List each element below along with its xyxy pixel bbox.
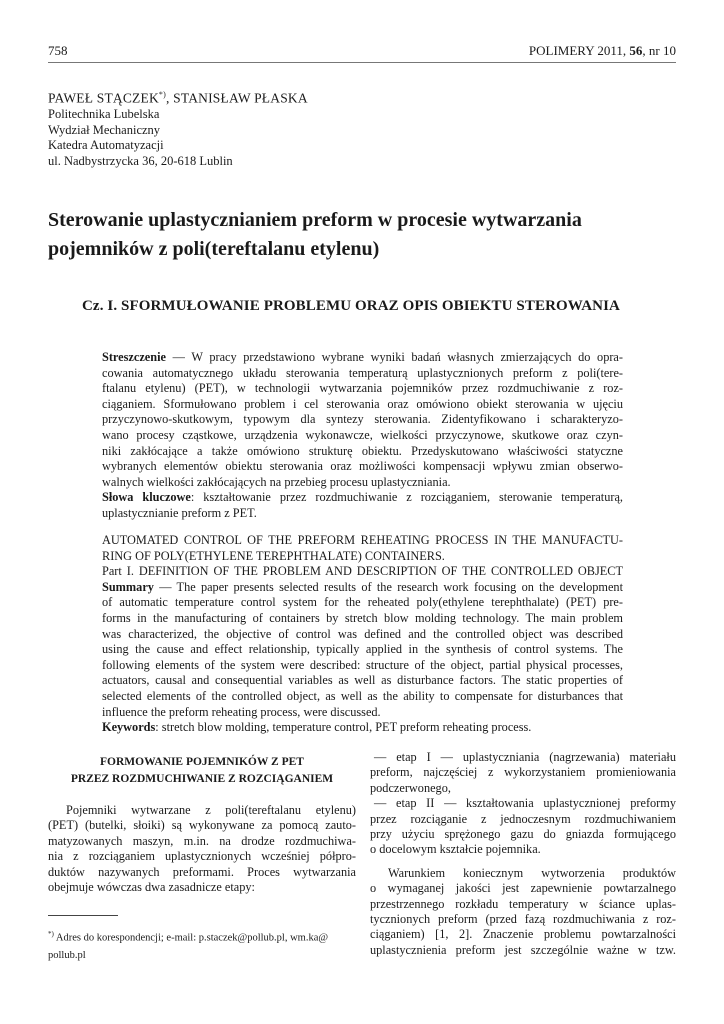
stage-1-line: preform, najczęściej z wykorzystaniem promieniowania	[370, 765, 676, 780]
english-title-line: RING OF POLY(ETHYLENE TEREPHTHALATE) CONTAINERS.	[102, 548, 445, 563]
summary-line: was characterized, the objective of control was defined and the controlled object was described	[102, 626, 623, 641]
summary-line: following elements of the system were described: structure of the object, partial physical processes,	[102, 657, 623, 672]
footnote-line	[48, 926, 356, 947]
affiliation	[48, 107, 233, 169]
summary-line: selected elements of the controlled object, as well as the ability to compensate for disturbances that	[102, 688, 623, 703]
english-title-line: AUTOMATED CONTROL OF THE PREFORM REHEATING PROCESS IN THE MANUFACTU-	[102, 533, 623, 547]
keywords-label: Słowa kluczowe	[102, 490, 191, 505]
affiliation-line: Politechnika Lubelska	[48, 107, 160, 121]
authors	[48, 90, 308, 107]
body-left-column	[48, 803, 356, 895]
stage-2-line: przy użyciu sprężonego gazu do gniazda formującego	[370, 827, 676, 842]
body-right-column	[370, 750, 676, 958]
section-heading-line: FORMOWANIE POJEMNIKÓW Z PET	[100, 756, 304, 768]
stage-2-line: — etap II — kształtowania uplastycznionej preformy	[374, 796, 676, 811]
summary-text: — The paper presents selected results of the research work focusing on the development	[153, 579, 623, 594]
footnote-mark: *)	[48, 930, 54, 938]
body-line: Warunkiem koniecznym wytworzenia produktów	[388, 865, 676, 880]
keywords-text: : kształtowanie przez rozdmuchiwanie z rozciąganiem, sterowanie temperaturą,	[190, 490, 623, 505]
author-footnote-mark: *)	[158, 90, 166, 99]
abstract-line: cowania automatycznego układu sterowania temperaturą uplastycznionych preform z poli(tere-	[102, 365, 623, 380]
paragraph-gap	[370, 858, 676, 866]
stage-1-line: podczerwonego,	[370, 780, 451, 795]
abstract-en	[102, 533, 623, 736]
author-1: PAWEŁ STĄCZEK	[48, 90, 159, 106]
journal-name: POLIMERY 2011,	[528, 43, 630, 58]
paper-subtitle: Cz. I. SFORMUŁOWANIE PROBLEMU ORAZ OPIS OBIEKTU STEROWANIA	[82, 298, 620, 314]
abstract-line: wybranych elementów obiektu sterowania oraz możliwości kompensacji wpływu zmian obserwo-	[102, 459, 623, 474]
abstract-label: Streszczenie	[102, 350, 166, 364]
journal-reference	[529, 43, 676, 59]
body-line: przestrzennego rozkładu temperatury w ściance uplas-	[370, 896, 676, 911]
author-2: , STANISŁAW PŁASKA	[165, 90, 308, 106]
stage-1-line: — etap I — uplastyczniania (nagrzewania) materiału	[374, 750, 676, 764]
body-line: ciąganiem) [1, 2]. Znaczenie problemu powtarzalności	[370, 927, 676, 942]
journal-volume: 56	[629, 43, 643, 58]
affiliation-line: Wydział Mechaniczny	[48, 122, 161, 137]
body-line: o wymaganej jakości jest zapewnienie powtarzalnego	[370, 881, 676, 896]
body-line: tycznionych preform (przed fazą rozdmuchiwania z roz-	[370, 912, 676, 927]
body-line: (PET) (butelki, słoiki) są wykonywane za pomocą zauto-	[48, 818, 356, 833]
keywords-text: : stretch blow molding, temperature control, PET preform reheating process.	[155, 720, 532, 735]
affiliation-line: ul. Nadbystrzycka 36, 20-618 Lublin	[48, 153, 233, 168]
header-rule	[48, 62, 676, 63]
footnote-line: pollub.pl	[48, 949, 86, 961]
section-heading-line: PRZEZ ROZDMUCHIWANIE Z ROZCIĄGANIEM	[70, 773, 334, 785]
journal-issue: , nr 10	[642, 43, 676, 58]
abstract-line: ciąganiem. Sformułowano problem i cel sterowania oraz omówiono obiekt sterowania w ujęciu	[102, 396, 623, 411]
body-line: matyzowanych maszyn, m.in. na drodze rozdmuchiwa-	[48, 833, 356, 848]
abstract-line: walnych wielkości zakłócających na przebieg procesu uplastyczniania.	[102, 474, 451, 489]
footnote	[48, 926, 356, 964]
page-number: 758	[48, 43, 68, 58]
keywords-en	[102, 720, 623, 736]
footnote-rule	[48, 915, 118, 916]
abstract-line: wano procesy cząstkowe, urządzenia wykonawcze, wielkości przyczynowe, skutkowe oraz czyn-	[102, 427, 623, 442]
summary-line: forms in the manufacturing of containers by stretch blow molding technology. The main problem	[102, 610, 623, 625]
abstract-pl	[102, 350, 623, 522]
stage-2-line: przez rozciąganie z jednoczesnym rozdmuchiwaniem	[370, 811, 676, 826]
summary-line: using the cause and effect relationship, typically applied in the synthesis of control systems. The	[102, 642, 623, 657]
stage-2-line: o docelowym kształcie pojemnika.	[370, 842, 541, 857]
affiliation-line: Katedra Automatyzacji	[48, 138, 164, 152]
abstract-line: przyczynowo-skutkowym, typowym dla syntezy sterowania. Zidentyfikowano i scharakteryzo-	[102, 412, 623, 427]
summary-line: actuators, causal and consequential variables as well as disturbance factors. The static properties of	[102, 673, 623, 688]
summary-line: of automatic temperature control system for the reheated poly(ethylene terephthalate) (PET) pre-	[102, 595, 623, 610]
body-line: obejmuje wówczas dwa zasadnicze etapy:	[48, 880, 255, 895]
body-line: duktów nazywanych preformami. Proces wytwarzania	[48, 864, 356, 879]
abstract-line	[102, 350, 623, 366]
body-line: nia z rozciąganiem uplastycznionych wcześniej półpro-	[48, 849, 356, 864]
abstract-line: ftalanu etylenu) (PET), w technologii wytwarzania pojemników przez rozdmuchiwanie z roz-	[102, 381, 623, 396]
abstract-text: — W pracy przedstawiono wybrane wyniki badań własnych zmierzających do opra-	[165, 350, 623, 364]
title-line: pojemników z poli(tereftalanu etylenu)	[48, 238, 380, 260]
section-heading	[48, 754, 356, 788]
summary-line: influence the preform reheating process, were discussed.	[102, 704, 381, 719]
keywords-pl	[102, 490, 623, 506]
title-line: Sterowanie uplastycznianiem preform w procesie wytwarzania	[48, 209, 582, 231]
keywords-label: Keywords	[102, 720, 156, 735]
footnote-text: Adres do korespondencji; e-mail: p.staczek@pollub.pl, wm.ka@	[53, 932, 329, 944]
summary-label: Summary	[102, 579, 154, 594]
summary-line	[102, 580, 623, 596]
abstract-line: niki zakłócające a także omówiono strukturę obiektu. Przedyskutowano właściwości statyczne	[102, 443, 623, 458]
body-line: Pojemniki wytwarzane z poli(tereftalanu etylenu)	[66, 803, 356, 817]
english-part-title: Part I. DEFINITION OF THE PROBLEM AND DESCRIPTION OF THE CONTROLLED OBJECT	[102, 564, 623, 579]
paper-title	[48, 206, 688, 264]
body-line: uplastycznienia preform jest szczególnie ważne w tzw.	[370, 942, 676, 957]
keywords-line: uplastycznianie preform z PET.	[102, 505, 257, 520]
